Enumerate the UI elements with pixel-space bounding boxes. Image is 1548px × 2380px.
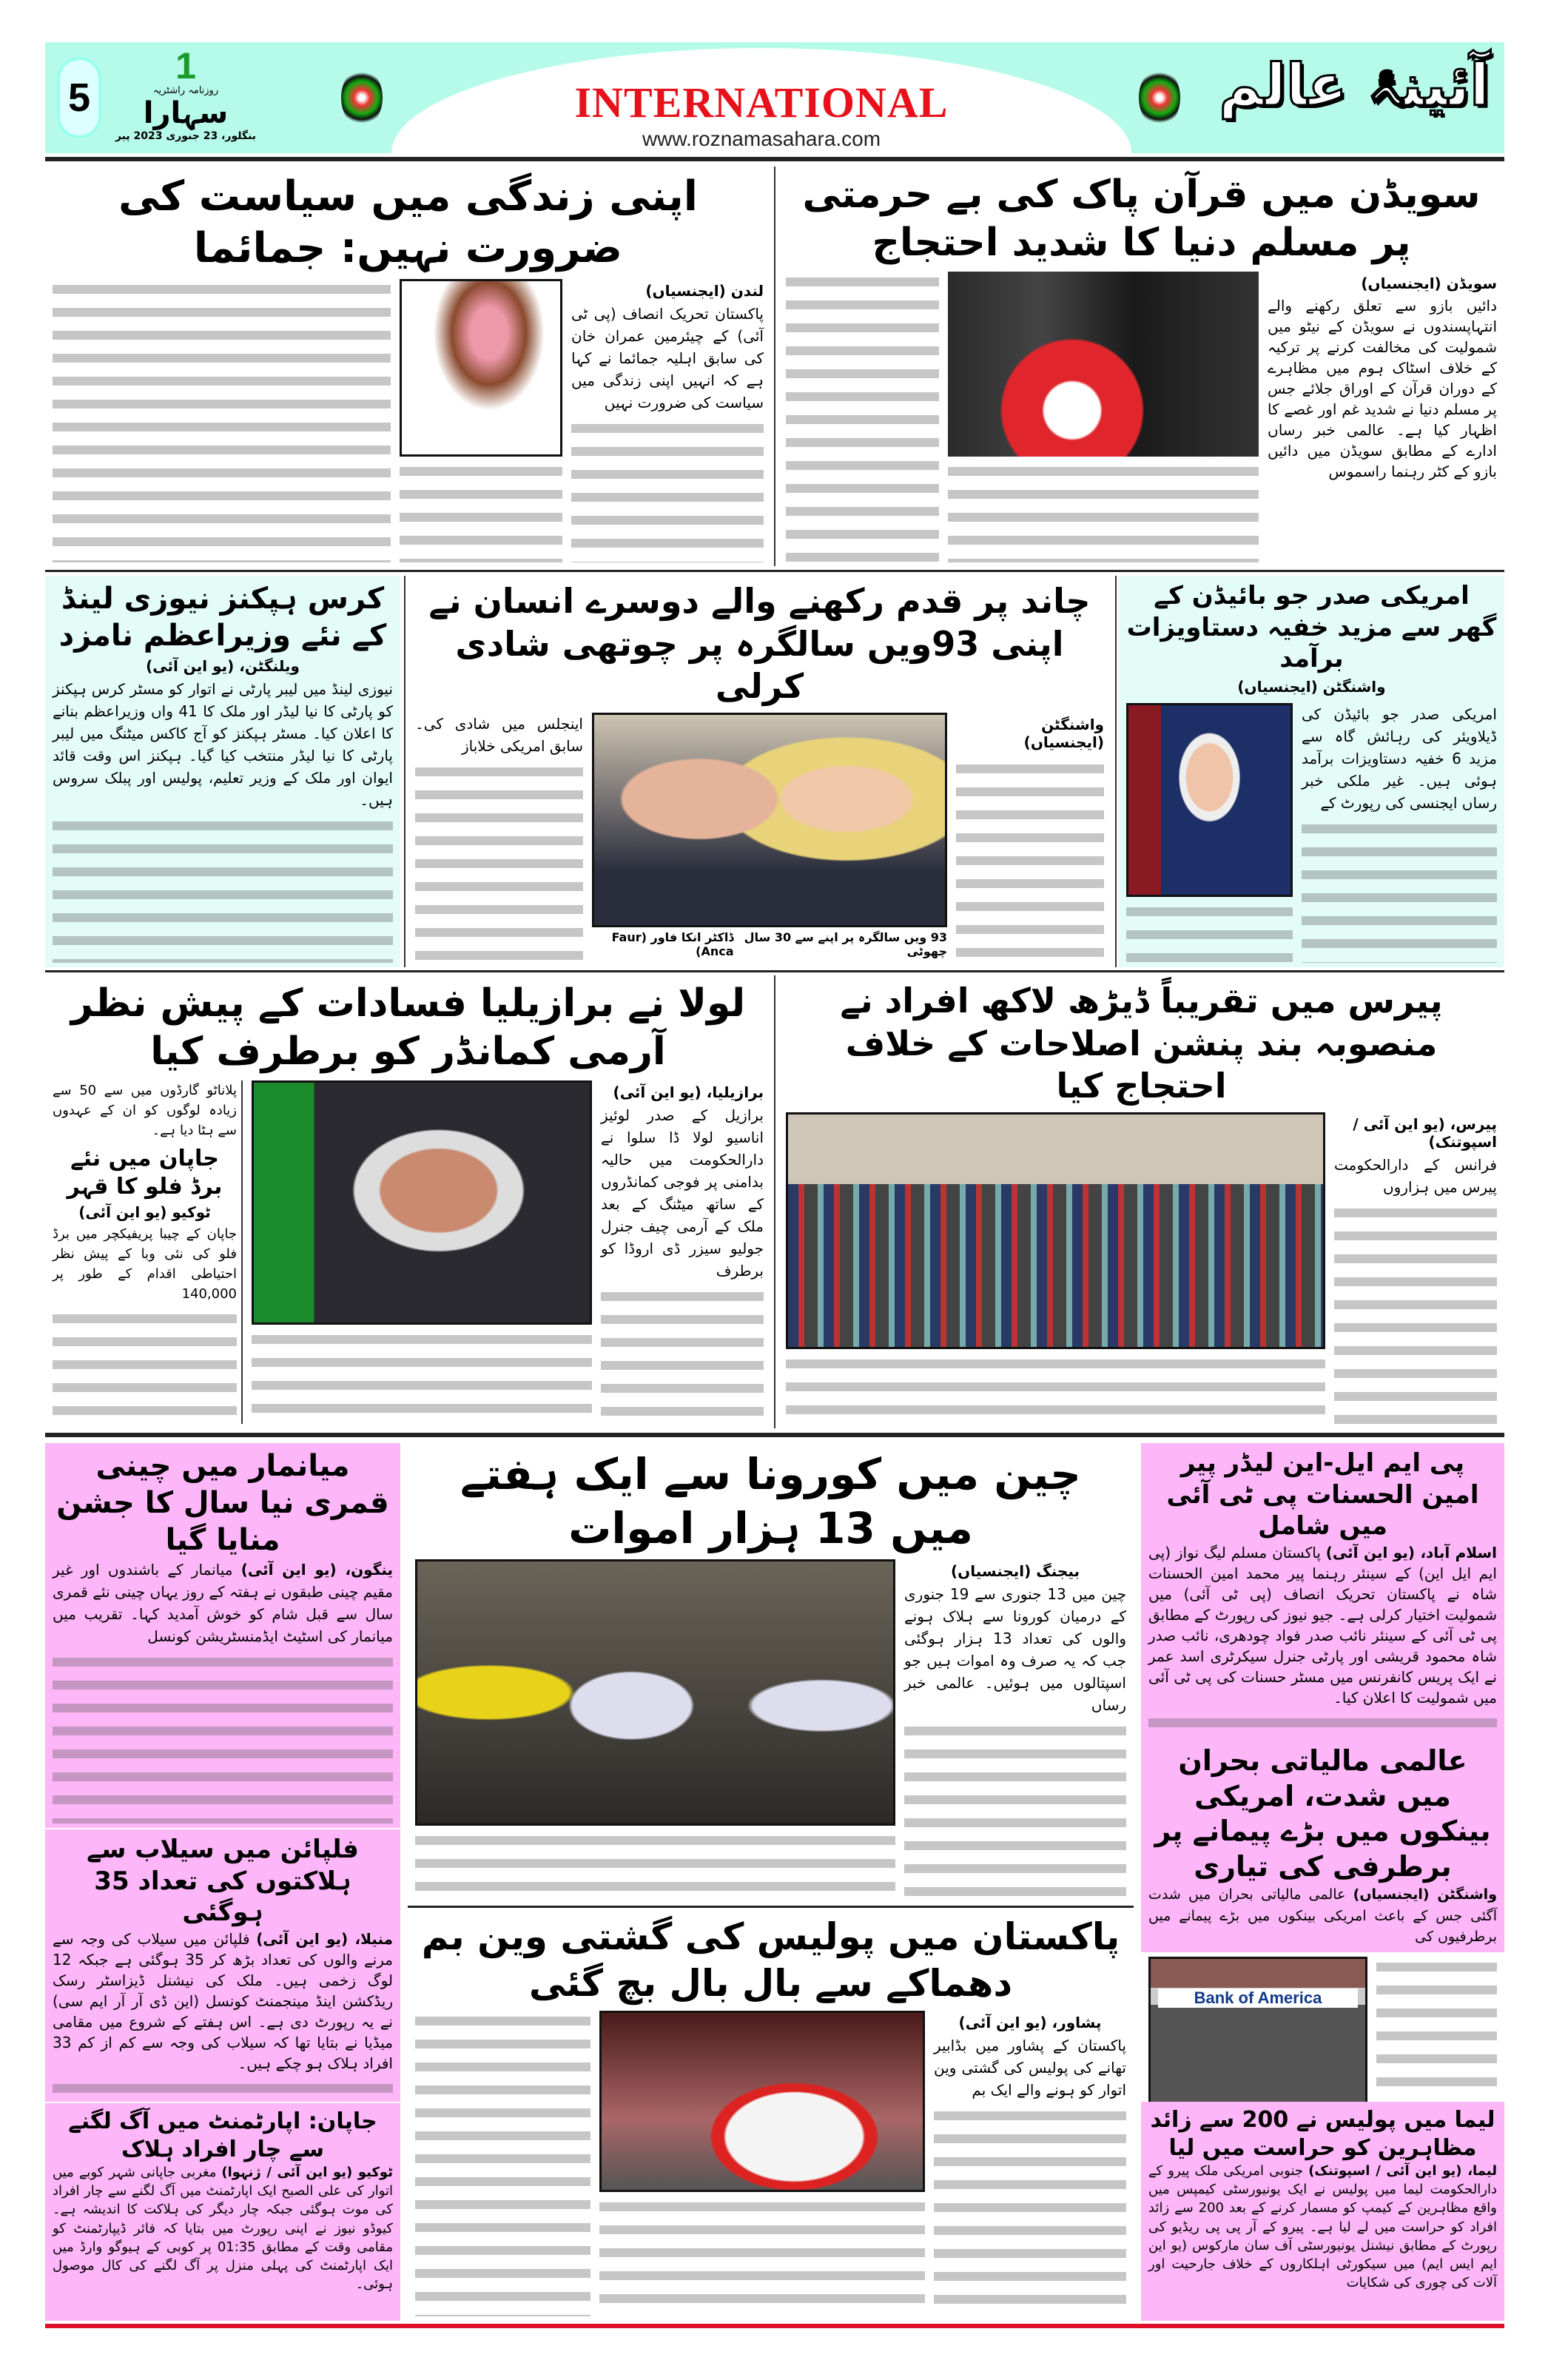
body-text <box>786 1354 1325 1425</box>
dateline: سویڈن (ایجنسیاں) <box>1361 275 1497 292</box>
article-lede: میانمار کے باشندوں اور غیر مقیم چینی طبقوں نے ہفتہ کے روز یہاں چینی نئے قمری سال سے قبل شام کو خوش آمدید کہا۔ تقریب میں میانمار کی اسٹیٹ ایڈمنسٹریشن کونسل <box>53 1561 393 1645</box>
body-text <box>571 418 764 562</box>
lula-photo <box>252 1080 592 1325</box>
headline: کرس ہپکنز نیوزی لینڈ کے نئے وزیراعظم نامزد <box>58 582 387 653</box>
article-sweden[interactable] <box>778 167 1504 567</box>
headline: امریکی صدر جو بائیڈن کے گھر سے مزید خفیہ دستاویزات برآمد <box>1126 581 1497 673</box>
article-aldrin[interactable] <box>408 576 1111 967</box>
article-lede: پاکستان کے پشاور میں بڈابیر تھانے کی پولیس کی گشتی وین اتوار کو ہونے والے ایک بم <box>934 2037 1126 2099</box>
body-text <box>786 272 939 562</box>
section-banner <box>391 48 1131 153</box>
article-lede: پاکستان مسلم لیگ نواز (پی ایم ایل این) کے سینئر رہنما پیر محمد امین الحسنات شاہ نے پاکستان تحریک انصاف (پی ٹی آئی) میں شمولیت اختیار کرلی ہے۔ جیو نیوز کی رپورٹ کے مطابق پی ٹی آئی کے سینئر نائب صدر فواد چودھری، نائب صدر شاہ محمود قریشی اور پارٹی جنرل سیکرٹری اسد عمر نے ایک پریس کانفرنس میں مسٹر حسنات کی پی ٹی آئی میں شمولیت کا اعلان کیا۔ <box>1148 1543 1497 1707</box>
article-lede: فرانس کے دارالحکومت پیرس میں ہزاروں <box>1334 1155 1497 1196</box>
headline: لولا نے برازیلیا فسادات کے پیش نظر آرمی کمانڈر کو برطرف کیا <box>70 981 746 1074</box>
headline: پیرس میں تقریباً ڈیڑھ لاکھ افراد نے منصوبہ بند پنشن اصلاحات کے خلاف احتجاج کیا <box>840 981 1443 1106</box>
headline: پاکستان میں پولیس کی گشتی وین بم دھماکے سے بال بال بچ گئی <box>421 1915 1120 2005</box>
dateline: منیلا، (یو این آئی) <box>256 1929 393 1948</box>
article-pakistan-police[interactable] <box>408 1909 1134 2321</box>
dateline: ٹوکیو (یو این آئی / ژنہوا) <box>221 2165 393 2180</box>
police-van-photo <box>599 2011 925 2192</box>
dateline: واشنگٹن (ایجنسیاں) <box>1023 715 1104 751</box>
headline: سویڈن میں قرآن پاک کی بے حرمتی پر مسلم دنیا کا شدید احتجاج <box>802 172 1481 265</box>
body-text <box>53 279 391 562</box>
website-link[interactable]: www.roznamasahara.com <box>642 127 881 150</box>
article-paris[interactable] <box>778 975 1504 1428</box>
row-rule <box>408 1906 1134 1908</box>
jemima-photo <box>400 279 562 457</box>
body-text <box>415 762 583 964</box>
headline: فلپائن میں سیلاب سے ہلاکتوں کی تعداد 35 ہوگئی <box>87 1835 359 1927</box>
body-text <box>599 2196 925 2316</box>
article-lede: اینجلس میں شادی کی۔ سابق امریکی خلاباز <box>415 714 583 755</box>
article-japan-bird-flu[interactable] <box>53 1080 243 1424</box>
article-us-banks[interactable] <box>1141 1739 1504 2102</box>
body-text <box>53 816 393 963</box>
dateline: پشاور، (یو این آئی) <box>958 2014 1102 2031</box>
sunburst-ornament-icon <box>341 68 383 127</box>
page-title: آئینۂ عالم <box>1219 53 1490 119</box>
article-myanmar[interactable] <box>45 1443 400 1828</box>
bank-of-america-photo <box>1148 1957 1367 2102</box>
body-text <box>934 2105 1126 2316</box>
dateline: ویلنگٹن، (یو این آئی) <box>146 657 300 675</box>
article-lede: جنوبی امریکی ملک پیرو کے دارالحکومت لیما میں پولیس نے ایک یونیورسٹی کیمپس میں واقع مظاہرین کے کیمپ کو مسمار کرنے کے بعد 200 سے زائد افراد کو حراست میں لے لیا ہے۔ پیرو کے آر پی پی ریڈیو کی رپورٹ کے مطابق نیشنل یونیورسٹی آف سان مارکوس (یو این ایم ایس ایم) میں سیکورٹی اہلکاروں کے خلاف جارحیت اور آلات کی چوری کی شکایات <box>1148 2163 1497 2291</box>
headline: چین میں کورونا سے ایک ہفتے میں 13 ہزار اموات <box>460 1449 1081 1553</box>
section-title: INTERNATIONAL <box>574 78 949 127</box>
headline: اپنی زندگی میں سیاست کی ضرورت نہیں: جمائما <box>118 172 698 272</box>
column-divider <box>774 167 775 566</box>
body-text <box>1334 1203 1497 1425</box>
article-lede: نیوزی لینڈ میں لیبر پارٹی نے اتوار کو مسٹر کرس ہپکنز کو پارٹی کا نیا لیڈر اور ملک کا 41 واں وزیراعظم بنانے کا اعلان کیا۔ مسٹر ہپکنز کو آج کاکس میٹنگ میں لیبر پارٹی کا نیا لیڈر منتخب کیا گیا۔ ہپکنز اس وقت قائد ایوان اور ملک کے وزیر تعلیم، پولیس اور پبلک سروس ہیں۔ <box>53 680 393 809</box>
headline: جاپان میں نئے برڈ فلو کا قہر <box>67 1146 223 1200</box>
dateline: ٹوکیو (یو این آئی) <box>78 1203 211 1221</box>
article-lede: دائیں بازو سے تعلق رکھنے والے انتہاپسندوں نے سویڈن کے نیٹو میں شمولیت کی مخالفت کرنے پر ترکیہ کے خلاف اسٹاک ہوم میں مظاہرے کے دوران قرآن کے اوراق جلائے جس پر مسلم دنیا نے شدید غم اور غصے کا اظہار کیا ہے۔ عالمی خبر رساں ادارے کے مطابق سویڈن میں دائیں بازو کے کٹر رہنما راسموس <box>1268 297 1497 480</box>
article-lede: مغربی جاپانی شہر کوبے میں اتوار کی علی الصبح ایک اپارٹمنٹ میں آگ لگنے سے چار افراد کی موت ہوگئی جبکہ چار دیگر کی ہلاکت کا اندیشہ ہے۔ کیوڈو نیوز نے اپنی رپورٹ میں بتایا کہ فائر ڈیپارٹمنٹ کو مقامی وقت کے مطابق 01:35 پر کوبی کے ہیوگو وارڈ میں ایک اپارٹمنٹ کی پہلی منزل پر آگ لگنے کی کال موصول ہوئی۔ <box>53 2165 394 2293</box>
article-lede: فلپائن میں سیلاب کی وجہ سے مرنے والوں کی تعداد بڑھ کر 35 ہوگئی ہے جبکہ 12 لوگ زخمی ہیں۔ ملک کی نیشنل ڈیزاسٹر رسک ریڈکشن اینڈ مینجمنٹ کونسل (این ڈی آر آر ایم سی) نے یہ رپورٹ دی ہے۔ اس ہفتے کے شروع میں مقامی میڈیا نے بتایا تھا کہ سیلاب کی وجہ سے کم از کم 33 افراد ہلاک ہو چکے ہیں۔ <box>53 1929 393 2072</box>
article-hipkins[interactable] <box>45 576 400 967</box>
headline: جاپان: اپارٹمنٹ میں آگ لگنے سے چار افراد ہلاک <box>68 2108 377 2162</box>
dateline: پیرس، (یو این آئی / اسپوتنک) <box>1353 1115 1497 1151</box>
body-text <box>1302 818 1497 964</box>
body-text <box>1148 1712 1497 1735</box>
article-lede: عالمی مالیاتی بحران میں شدت آگئی جس کے باعث امریکی بینکوں میں بڑے پیمانے میں برطرفیوں کی <box>1148 1886 1497 1945</box>
body-text <box>1126 901 1293 964</box>
body-text <box>400 461 562 562</box>
anniversary-badge: 1 <box>175 45 196 87</box>
column-divider <box>1115 576 1117 967</box>
headline: عالمی مالیاتی بحران میں شدت، امریکی بینکوں میں بڑے پیمانے پر برطرفی کی تیاری <box>1154 1744 1491 1883</box>
body-text <box>904 1721 1126 1897</box>
footer-rule <box>45 2324 1504 2328</box>
header-rule <box>45 157 1504 161</box>
dateline: اسلام آباد، (یو این آئی) <box>1325 1543 1498 1562</box>
dateline: لندن (ایجنسیاں) <box>645 282 764 300</box>
protest-photo <box>948 272 1259 457</box>
article-japan-fire[interactable] <box>45 2102 400 2321</box>
masthead <box>45 42 1504 153</box>
body-text <box>948 461 1259 562</box>
paper-tagline: روزنامہ راشٹریہ <box>152 85 219 96</box>
headline: لیما میں پولیس نے 200 سے زائد مظاہرین کو حراست میں لیا <box>1150 2107 1495 2161</box>
article-lede: جاپان کے چیبا پریفیکچر میں برڈ فلو کی نئی وبا کے پیش نظر احتیاطی اقدام کے طور پر 140,000 <box>53 1226 237 1302</box>
article-pti[interactable] <box>1141 1443 1504 1739</box>
china-covid-photo <box>415 1559 895 1826</box>
bank-sign: Bank of America <box>1158 1989 1358 2008</box>
headline: پی ایم ایل-این لیڈر پیر امین الحسنات پی ٹی آئی میں شامل <box>1166 1448 1479 1541</box>
article-china-covid[interactable] <box>408 1443 1134 1902</box>
dateline: بیجنگ (ایجنسیاں) <box>950 1562 1080 1580</box>
body-text <box>252 1329 592 1424</box>
paper-name: سہارا <box>143 96 229 130</box>
headline: میانمار میں چینی قمری نیا سال کا جشن منایا گیا <box>56 1449 389 1557</box>
column-divider <box>774 975 775 1428</box>
body-text <box>956 759 1104 964</box>
newspaper-logo[interactable] <box>112 47 260 150</box>
body-text <box>53 1652 393 1823</box>
row-rule <box>45 1433 1504 1437</box>
page-number: 5 <box>57 57 101 138</box>
article-biden[interactable] <box>1119 576 1504 967</box>
body-text <box>415 1830 895 1897</box>
continued-text: پلاناٹو گارڈوں میں سے 50 سے زیادہ لوگوں کو ان کے عہدوں سے ہٹا دیا ہے۔ <box>53 1083 237 1138</box>
aldrin-wedding-photo <box>592 713 947 927</box>
dateline: ینگون، (یو این آئی) <box>240 1561 393 1579</box>
photo-caption: 93 ویں سالگرہ پر اپنے سے 30 سال چھوٹی <box>744 930 947 958</box>
paris-protest-photo <box>786 1112 1325 1349</box>
body-text <box>601 1286 764 1424</box>
dateline: لیما، (یو این آئی / اسپوتنک) <box>1308 2163 1497 2179</box>
row-rule <box>45 570 1504 572</box>
body-text <box>53 2078 393 2098</box>
column-divider <box>404 576 405 967</box>
article-lede: برازیل کے صدر لوئیز اناسیو لولا ڈا سلوا نے دارالحکومت میں حالیہ بدامنی پر فوجی کمانڈروں کے ساتھ میٹنگ کے بعد ملک کے آرمی چیف جنرل جولیو سیزر ڈی اروڈا کو برطرف <box>601 1106 764 1280</box>
biden-photo <box>1126 703 1293 897</box>
article-lima[interactable] <box>1141 2102 1504 2321</box>
article-lula[interactable] <box>45 975 771 1428</box>
body-text <box>415 2011 590 2316</box>
sunburst-ornament-icon <box>1139 68 1180 127</box>
article-lede: پاکستان تحریک انصاف (پی ٹی آئی) کے چیئرمین عمران خان کی سابق اہلیہ جمائما نے کہا ہے کہ انہیں اپنی زندگی میں سیاست کی ضرورت نہیں <box>571 305 764 411</box>
article-lede: چین میں 13 جنوری سے 19 جنوری کے درمیان کورونا سے ہلاک ہونے والوں کی تعداد 13 ہزار ہوگئی جب کہ یہ صرف وہ اموات ہیں جو اسپتالوں میں ہوئیں۔ عالمی خبر رساں <box>904 1585 1127 1714</box>
article-lede: امریکی صدر جو بائیڈن کی ڈیلاویئر کی رہائش گاہ سے مزید 6 خفیہ دستاویزات برآمد ہوئی ہیں۔ غیر ملکی خبر رساں ایجنسی کی رپورٹ کے <box>1302 705 1497 812</box>
article-philippines[interactable] <box>45 1828 400 2102</box>
dateline: واشنگٹن (ایجنسیاں) <box>1237 677 1386 696</box>
row-rule <box>45 970 1504 972</box>
body-text <box>1376 1957 1497 2098</box>
issue-date: بنگلور، 23 جنوری 2023 پیر <box>115 130 257 142</box>
photo-caption: ڈاکٹر انکا فاور (Faur Anca) <box>611 930 734 958</box>
headline: چاند پر قدم رکھنے والے دوسرے انسان نے اپنی 93ویں سالگرہ پر چوتھی شادی کرلی <box>428 581 1091 706</box>
article-jemima[interactable] <box>45 167 771 567</box>
dateline: برازیلیا، (یو این آئی) <box>613 1083 764 1101</box>
dateline: واشنگٹن (ایجنسیاں) <box>1353 1886 1498 1903</box>
body-text <box>53 1308 237 1424</box>
